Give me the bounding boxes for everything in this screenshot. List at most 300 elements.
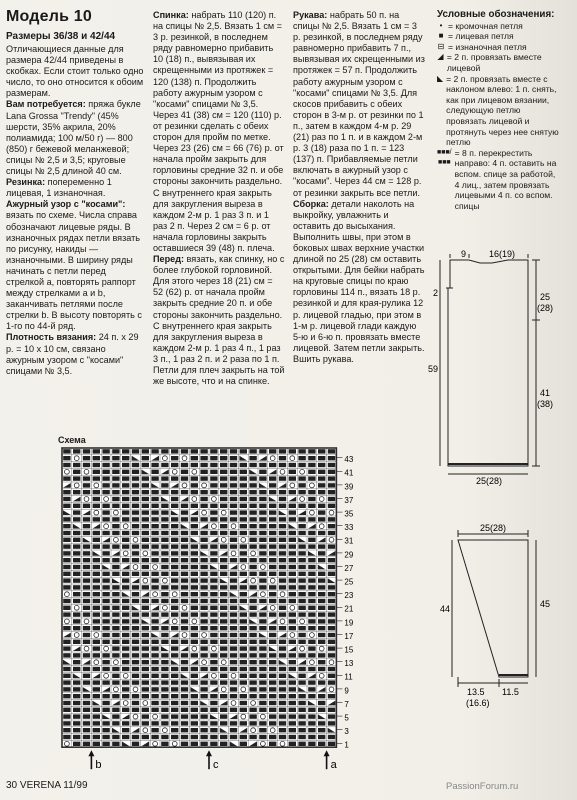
chart-cell — [289, 612, 296, 616]
chart-cell — [230, 510, 237, 514]
chart-cell — [269, 714, 276, 718]
chart-cell — [93, 592, 100, 596]
chart-cell — [112, 680, 119, 684]
chart-cell — [269, 735, 276, 739]
chart-cell — [200, 456, 207, 460]
chart-cell — [328, 735, 335, 739]
chart-cell — [210, 653, 217, 657]
chart-cell — [270, 728, 275, 733]
chart-cell — [259, 572, 266, 576]
chart-cell — [181, 626, 188, 630]
ssk-icon: ◣ — [437, 73, 444, 83]
arrow-c-head — [206, 750, 212, 756]
row-number: 37 — [344, 495, 354, 505]
chart-cell — [171, 653, 178, 657]
chart-cell — [259, 585, 266, 589]
chart-cell — [221, 660, 226, 665]
chart-cell — [230, 463, 237, 467]
chart-cell — [259, 735, 266, 739]
chart-cell — [112, 490, 119, 494]
chart-cell — [142, 687, 149, 691]
chart-cell — [329, 687, 334, 692]
chart-cell — [132, 449, 139, 453]
chart-cell — [210, 572, 217, 576]
chart-cell — [181, 449, 188, 453]
chart-cell — [161, 463, 168, 467]
chart-cell — [83, 476, 90, 480]
chart-cell — [65, 619, 70, 624]
chart-cell — [151, 551, 158, 555]
chart-cell — [181, 667, 188, 671]
chart-cell — [191, 640, 198, 644]
chart-cell — [308, 585, 315, 589]
chart-cell — [240, 517, 247, 521]
chart-cell — [122, 646, 129, 650]
chart-cell — [269, 558, 276, 562]
chart-cell — [298, 517, 305, 521]
chart-cell — [259, 538, 266, 542]
chart-cell — [230, 504, 237, 508]
chart-cell — [73, 510, 80, 514]
chart-cell — [93, 558, 100, 562]
chart-cell — [269, 585, 276, 589]
chart-cell — [181, 510, 188, 514]
chart-cell — [63, 558, 70, 562]
chart-cell — [249, 463, 256, 467]
chart-cell — [249, 558, 256, 562]
chart-cell — [210, 544, 217, 548]
chart-cell — [220, 742, 227, 746]
chart-cell — [151, 667, 158, 671]
chart-cell — [318, 708, 325, 712]
chart-cell — [240, 633, 247, 637]
chart-cell — [249, 646, 256, 650]
chart-cell — [212, 524, 217, 529]
chart-cell — [308, 572, 315, 576]
chart-cell — [300, 469, 305, 474]
chart-cell — [171, 531, 178, 535]
chart-cell — [102, 619, 109, 623]
chart-cell — [112, 483, 119, 487]
chart-cell — [279, 687, 286, 691]
chart-cell — [171, 721, 178, 725]
chart-cell — [142, 517, 149, 521]
chart-cell — [112, 694, 119, 698]
chart-cell — [142, 606, 149, 610]
chart-cell — [112, 572, 119, 576]
chart-cell — [269, 538, 276, 542]
chart-cell — [191, 592, 198, 596]
chart-cell — [171, 612, 178, 616]
row-number: 33 — [344, 523, 354, 533]
dim-armhole-alt: (28) — [537, 303, 554, 313]
chart-cell — [171, 572, 178, 576]
chart-cell — [142, 653, 149, 657]
chart-cell — [73, 572, 80, 576]
chart-cell — [318, 735, 325, 739]
chart-cell — [161, 640, 168, 644]
chart-cell — [161, 449, 168, 453]
chart-cell — [102, 721, 109, 725]
chart-cell — [289, 558, 296, 562]
chart-cell — [102, 449, 109, 453]
chart-cell — [210, 640, 217, 644]
chart-cell — [290, 605, 295, 610]
chart-cell — [151, 531, 158, 535]
chart-cell — [220, 490, 227, 494]
chart-cell — [269, 517, 276, 521]
chart-cell — [279, 449, 286, 453]
chart-cell — [132, 626, 139, 630]
chart-cell — [202, 483, 207, 488]
chart-cell — [112, 504, 119, 508]
chart-cell — [153, 741, 158, 746]
chart-cell — [153, 592, 158, 597]
chart-cell — [102, 694, 109, 698]
chart-cell — [279, 714, 286, 718]
chart-cell — [269, 721, 276, 725]
chart-cell — [73, 721, 80, 725]
chart-cell — [318, 578, 325, 582]
chart-cell — [230, 483, 237, 487]
chart-cell — [289, 721, 296, 725]
chart-cell — [163, 728, 168, 733]
chart-cell — [112, 565, 119, 569]
chart-cell — [240, 490, 247, 494]
chart-cell — [93, 476, 100, 480]
chart-cell — [151, 640, 158, 644]
chart-cell — [210, 531, 217, 535]
chart-cell — [328, 646, 335, 650]
chart-cell — [308, 721, 315, 725]
chart-cell — [200, 694, 207, 698]
chart-cell — [73, 599, 80, 603]
chart-cell — [142, 708, 149, 712]
chart-cell — [318, 660, 325, 664]
chart-cell — [318, 728, 325, 732]
chart-cell — [102, 640, 109, 644]
chart-cell — [279, 599, 286, 603]
chart-cell — [122, 687, 129, 691]
chart-cell — [249, 660, 256, 664]
chart-cell — [289, 490, 296, 494]
chart-cell — [63, 640, 70, 644]
chart-cell — [210, 667, 217, 671]
chart-cell — [112, 599, 119, 603]
chart-cell — [318, 504, 325, 508]
row-number: 43 — [344, 455, 354, 465]
chart-cell — [83, 599, 90, 603]
chart-cell — [328, 708, 335, 712]
chart-cell — [122, 572, 129, 576]
chart-cell — [269, 687, 276, 691]
chart-cell — [102, 476, 109, 480]
chart-cell — [230, 538, 237, 542]
chart-cell — [132, 531, 139, 535]
chart-cell — [63, 708, 70, 712]
chart-cell — [112, 531, 119, 535]
chart-cell — [249, 476, 256, 480]
chart-cell — [123, 673, 128, 678]
chart-cell — [220, 558, 227, 562]
chart-cell — [259, 517, 266, 521]
chart-cell — [249, 667, 256, 671]
chart-cell — [122, 504, 129, 508]
dim-side-length-alt: (38) — [537, 399, 554, 409]
chart-cell — [132, 524, 139, 528]
chart-cell — [328, 674, 335, 678]
chart-cell — [93, 572, 100, 576]
chart-cell — [102, 517, 109, 521]
chart-cell — [161, 531, 168, 535]
chart-cell — [279, 612, 286, 616]
chart-cell — [259, 646, 266, 650]
chart-cell — [102, 667, 109, 671]
chart-cell — [63, 449, 70, 453]
chart-cell — [279, 463, 286, 467]
chart-cell — [142, 721, 149, 725]
chart-cell — [318, 592, 325, 596]
chart-cell — [122, 728, 129, 732]
chart-cell — [310, 510, 315, 515]
chart-cell — [259, 551, 266, 555]
chart-cell — [151, 517, 158, 521]
chart-cell — [328, 694, 335, 698]
chart-cell — [308, 708, 315, 712]
chart-cell — [210, 619, 217, 623]
chart-cell — [259, 674, 266, 678]
chart-cell — [318, 667, 325, 671]
chart-cell — [151, 463, 158, 467]
chart-cell — [270, 605, 275, 610]
chart-cell — [308, 714, 315, 718]
chart-cell — [231, 551, 236, 556]
chart-cell — [202, 660, 207, 665]
chart-cell — [182, 633, 187, 638]
chart-cell — [289, 653, 296, 657]
chart-cell — [289, 714, 296, 718]
chart-cell — [240, 640, 247, 644]
chart-cell — [151, 701, 158, 705]
dim-sleeve-top: 25(28) — [480, 523, 507, 533]
chart-cell — [161, 653, 168, 657]
chart-cell — [102, 680, 109, 684]
chart-cell — [200, 640, 207, 644]
chart-cell — [220, 544, 227, 548]
row-number: 1 — [344, 740, 349, 750]
chart-cell — [112, 463, 119, 467]
chart-cell — [94, 510, 99, 515]
chart-cell — [192, 497, 197, 502]
chart-cell — [308, 694, 315, 698]
assembly-label: Сборка: — [293, 198, 329, 209]
chart-cell — [181, 558, 188, 562]
chart-cell — [300, 619, 305, 624]
chart-cell — [200, 504, 207, 508]
chart-cell — [112, 742, 119, 746]
row-number: 3 — [344, 727, 349, 737]
row-number: 15 — [344, 645, 354, 655]
chart-cell — [200, 606, 207, 610]
chart-cell — [151, 476, 158, 480]
chart-cell — [318, 483, 325, 487]
chart-cell — [73, 463, 80, 467]
chart-cell — [279, 544, 286, 548]
chart-cell — [132, 483, 139, 487]
chart-cell — [104, 673, 109, 678]
chart-cell — [151, 612, 158, 616]
chart-cell — [249, 490, 256, 494]
chart-cell — [93, 449, 100, 453]
dim-neck-width: 16(19) — [489, 249, 516, 259]
chart-cell — [308, 449, 315, 453]
chart-cell — [151, 497, 158, 501]
chart-cell — [161, 599, 168, 603]
chart-cell — [200, 558, 207, 562]
chart-cell — [63, 497, 70, 501]
chart-cell — [269, 490, 276, 494]
chart-cell — [200, 463, 207, 467]
chart-cell — [289, 735, 296, 739]
chart-cell — [318, 531, 325, 535]
chart-cell — [230, 660, 237, 664]
chart-cell — [308, 599, 315, 603]
chart-cell — [143, 701, 148, 706]
chart-cell — [298, 592, 305, 596]
chart-cell — [171, 680, 178, 684]
chart-cell — [259, 449, 266, 453]
chart-cell — [249, 714, 256, 718]
chart-cell — [289, 517, 296, 521]
chart-cell — [63, 721, 70, 725]
chart-cell — [132, 510, 139, 514]
chart-cell — [191, 578, 198, 582]
chart-cell — [102, 599, 109, 603]
chart-cell — [200, 578, 207, 582]
chart-cell — [220, 497, 227, 501]
chart-cell — [171, 463, 178, 467]
chart-cell — [318, 449, 325, 453]
chart-cell — [210, 578, 217, 582]
chart-cell — [182, 456, 187, 461]
chart-cell — [249, 687, 256, 691]
chart-cell — [298, 572, 305, 576]
chart-cell — [132, 674, 139, 678]
chart-cell — [181, 640, 188, 644]
chart-cell — [161, 510, 168, 514]
chart-cell — [132, 660, 139, 664]
chart-cell — [220, 653, 227, 657]
chart-cell — [122, 694, 129, 698]
chart-cell — [102, 708, 109, 712]
chart-cell — [308, 531, 315, 535]
chart-cell — [142, 735, 149, 739]
chart-cell — [122, 606, 129, 610]
chart-cell — [221, 510, 226, 515]
chart-cell — [259, 504, 266, 508]
chart-cell — [210, 694, 217, 698]
chart-cell — [142, 646, 149, 650]
chart-cell — [269, 483, 276, 487]
density-text: 24 п. x 29 р. = 10 x 10 см, связано ажурным узором с "косами" спицами № 3,5. — [6, 332, 139, 376]
arrow-a-label: a — [330, 759, 337, 772]
chart-cell — [112, 544, 119, 548]
chart-cell — [142, 680, 149, 684]
chart-cell — [259, 599, 266, 603]
chart-cell — [259, 612, 266, 616]
chart-cell — [112, 626, 119, 630]
chart-cell — [132, 599, 139, 603]
chart-cell — [230, 476, 237, 480]
chart-cell — [65, 469, 70, 474]
chart-cell — [289, 599, 296, 603]
chart-cell — [181, 565, 188, 569]
chart-cell — [63, 476, 70, 480]
chart-cell — [191, 667, 198, 671]
chart-cell — [280, 469, 285, 474]
chart-cell — [298, 585, 305, 589]
chart-cell — [122, 599, 129, 603]
chart-cell — [230, 558, 237, 562]
chart-cell — [83, 592, 90, 596]
chart-cell — [298, 558, 305, 562]
chart-cell — [230, 531, 237, 535]
chart-cell — [112, 585, 119, 589]
chart-cell — [210, 504, 217, 508]
chart-cell — [249, 565, 256, 569]
chart-cell — [230, 490, 237, 494]
chart-cell — [308, 680, 315, 684]
chart-cell — [161, 504, 168, 508]
chart-cell — [298, 531, 305, 535]
chart-cell — [142, 565, 149, 569]
chart-cell — [181, 585, 188, 589]
chart-cell — [63, 504, 70, 508]
chart-cell — [74, 633, 79, 638]
chart-cell — [210, 721, 217, 725]
chart-cell — [328, 456, 335, 460]
chart-cell — [212, 646, 217, 651]
chart-cell — [279, 653, 286, 657]
chart-cell — [161, 660, 168, 664]
chart-cell — [192, 619, 197, 624]
chart-cell — [308, 619, 315, 623]
chart-cell — [112, 456, 119, 460]
chart-cell — [93, 504, 100, 508]
chart-cell — [298, 524, 305, 528]
chart-cell — [308, 626, 315, 630]
chart-cell — [163, 578, 168, 583]
chart-cell — [93, 463, 100, 467]
chart-cell — [279, 694, 286, 698]
chart-cell — [112, 612, 119, 616]
chart-cell — [298, 728, 305, 732]
chart-cell — [259, 524, 266, 528]
chart-cell — [249, 517, 256, 521]
chart-cell — [93, 667, 100, 671]
chart-cell — [240, 626, 247, 630]
chart-cell — [171, 599, 178, 603]
chart-cell — [230, 585, 237, 589]
chart-cell — [298, 701, 305, 705]
chart-cell — [191, 633, 198, 637]
chart-cell — [298, 612, 305, 616]
chart-cell — [298, 504, 305, 508]
chart-cell — [259, 728, 266, 732]
chart-cell — [73, 680, 80, 684]
chart-cell — [328, 463, 335, 467]
chart-cell — [210, 626, 217, 630]
